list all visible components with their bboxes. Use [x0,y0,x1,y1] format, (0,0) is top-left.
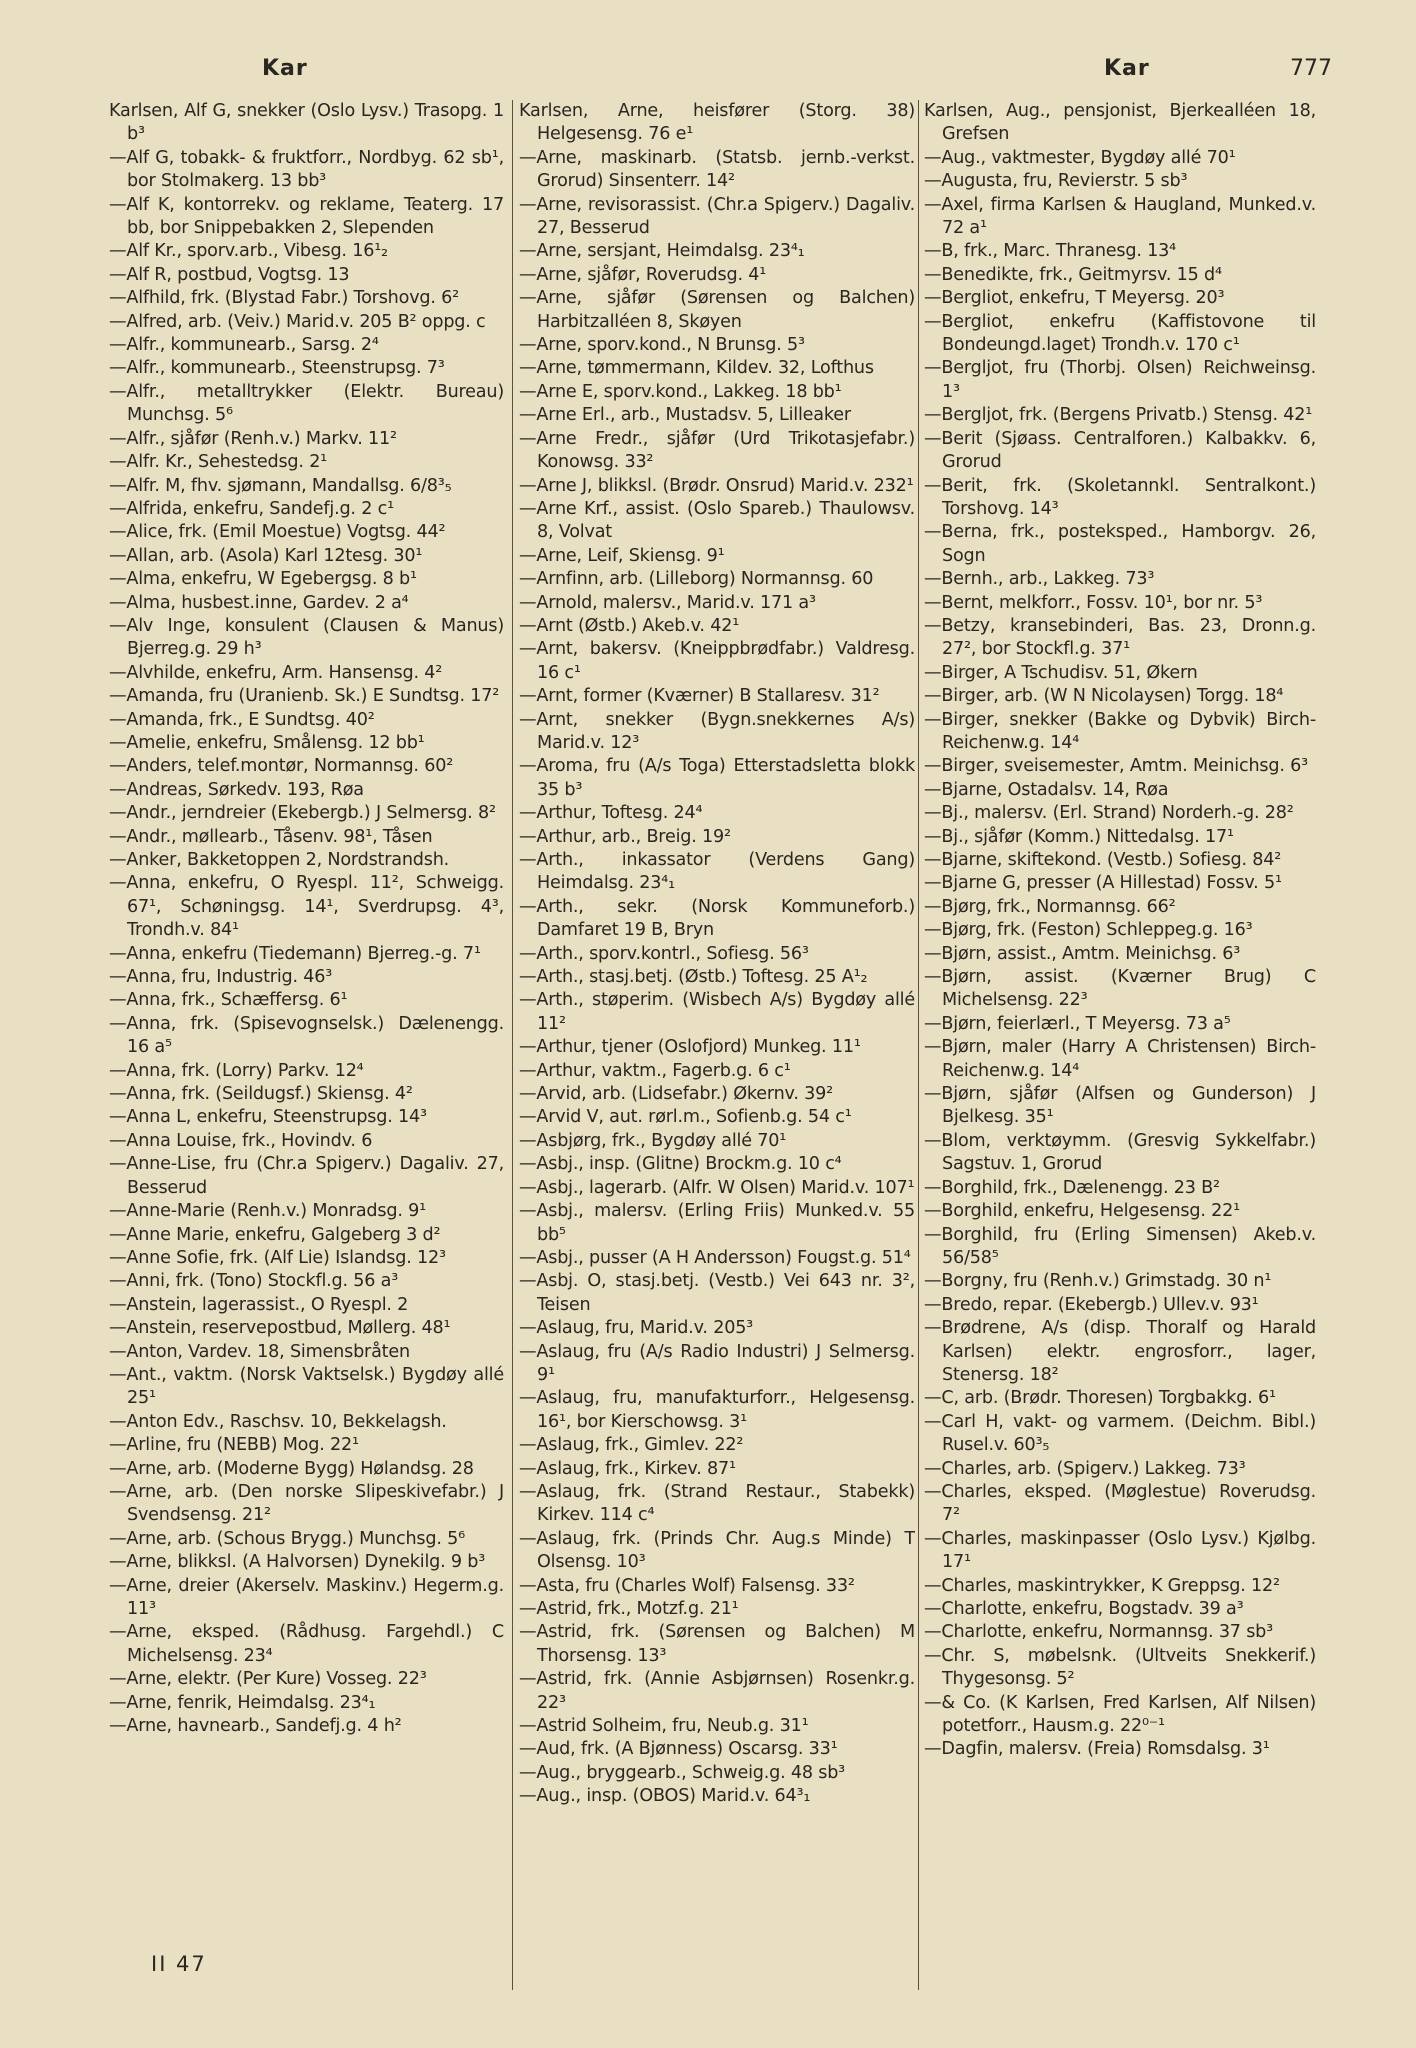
directory-entry: —Bjarne, skiftekond. (Vestb.) Sofiesg. 84² [924,850,1282,870]
directory-entry: —Birger, A Tschudisv. 51, Økern [924,662,1198,683]
directory-entry: —Arvid V, aut. rørl.m., Sofienb.g. 54 c¹ [519,1107,852,1128]
directory-entry: —Chr. S, møbelsnk. (Ultveits Snekkerif.) Thygesonsg. 5² [924,1645,1316,1690]
directory-entry: —Arne, dreier (Akerselv. Maskinv.) Hegerm.g. 11³ [109,1575,504,1619]
directory-entry: —Charles, maskinpasser (Oslo Lysv.) Kjølbg. 17¹ [924,1528,1316,1573]
directory-entry: —Berit (Sjøass. Centralforen.) Kalbakkv. 6, Grorud [924,428,1316,473]
directory-entry: —Anna, frk. (Lorry) Parkv. 12⁴ [109,1060,364,1081]
directory-entry: —Charles, arb. (Spigerv.) Lakkeg. 73³ [924,1458,1246,1479]
directory-entry: —Astrid, frk., Motzf.g. 21¹ [519,1599,739,1619]
directory-entry: —Arthur, vaktm., Fagerb.g. 6 c¹ [519,1060,791,1081]
directory-entry: —Arth., sekr. (Norsk Kommuneforb.) Damfaret 19 B, Bryn [519,896,915,941]
directory-entry: —Benedikte, frk., Geitmyrsv. 15 d⁴ [924,264,1222,285]
directory-entry: —Dagfin, malersv. (Freia) Romsdalsg. 3¹ [924,1739,1270,1760]
directory-entry: —Aslaug, frk., Gimlev. 22² [519,1435,744,1456]
directory-entry: —Asbj. O, stasj.betj. (Vestb.) Vei 643 nr. 3², Teisen [519,1271,915,1315]
directory-entry: —Arthur, Toftesg. 24⁴ [519,803,703,824]
directory-entry: —Alf Kr., sporv.arb., Vibesg. 16¹₂ [109,241,388,262]
directory-entry: —Alfhild, frk. (Blystad Fabr.) Torshovg. 6² [109,288,459,309]
directory-entry: —C, arb. (Brødr. Thoresen) Torgbakkg. 6¹ [924,1388,1276,1409]
column-divider [512,100,513,1990]
directory-entry: —Alf K, kontorrekv. og reklame, Teaterg. 17 bb, bor Snippebakken 2, Slependen [109,194,504,239]
directory-entry: —Alfr., sjåfør (Renh.v.) Markv. 11² [109,428,397,449]
directory-entry: —Anna, fru, Industrig. 46³ [109,967,333,988]
directory-entry: —Arne, sporv.kond., N Brunsg. 5³ [519,335,805,356]
directory-entry: —Arnt, snekker (Bygn.snekkernes A/s) Marid.v. 12³ [519,709,915,753]
page-number: 777 [1290,56,1332,81]
directory-entry: —Alv Inge, konsulent (Clausen & Manus) Bjerreg.g. 29 h³ [109,615,504,660]
directory-entry: —Aslaug, frk. (Prinds Chr. Aug.s Minde) T Olsensg. 10³ [519,1528,915,1573]
directory-entry: —Charlotte, enkefru, Normannsg. 37 sb³ [924,1622,1273,1643]
directory-entry: —Arne, revisorassist. (Chr.a Spigerv.) Dagaliv. 27, Besserud [519,194,915,239]
directory-entry: —Anne-Marie (Renh.v.) Monradsg. 9¹ [109,1201,426,1222]
column-2 [519,100,915,2005]
directory-entry: —Arne, arb. (Schous Brygg.) Munchsg. 5⁶ [109,1528,465,1549]
directory-entry: —Aug., vaktmester, Bygdøy allé 70¹ [924,147,1236,168]
directory-entry: —Bergliot, enkefru, T Meyersg. 20³ [924,288,1225,309]
directory-entry: —Arne, tømmermann, Kildev. 32, Lofthus [519,358,874,379]
directory-entry: —Alfr. Kr., Sehestedsg. 2¹ [109,452,328,473]
directory-entry: —Anna, frk. (Seildugsf.) Skiensg. 4² [109,1084,413,1105]
directory-entry: —Alf R, postbud, Vogtsg. 13 [109,264,350,285]
directory-entry: —Bergljot, frk. (Bergens Privatb.) Stensg. 42¹ [924,405,1313,426]
directory-entry: —Asta, fru (Charles Wolf) Falsensg. 33² [519,1575,855,1596]
directory-entry: —Blom, verktøymm. (Gresvig Sykkelfabr.) Sagstuv. 1, Grorud [924,1130,1316,1175]
directory-entry: —Arne J, blikksl. (Brødr. Onsrud) Marid.v. 232¹ [519,475,914,496]
signature-mark: II 47 [151,1952,207,1976]
directory-entry: —Arne, sersjant, Heimdalsg. 23⁴₁ [519,241,805,262]
directory-entry: —Aslaug, fru (A/s Radio Industri) J Selmersg. 9¹ [519,1341,915,1385]
directory-entry: —Bergliot, enkefru (Kaffistovone til Bondeungd.laget) Trondh.v. 170 c¹ [924,311,1316,356]
directory-entry: —Arne E, sporv.kond., Lakkeg. 18 bb¹ [519,381,842,402]
directory-entry: —Aroma, fru (A/s Toga) Etterstadsletta blokk 35 b³ [519,756,915,800]
directory-entry: —Asbj., lagerarb. (Alfr. W Olsen) Marid.v. 107¹ [519,1177,915,1198]
directory-entry: —Aug., insp. (OBOS) Marid.v. 64³₁ [519,1786,811,1807]
directory-entry: —Bj., malersv. (Erl. Strand) Norderh.-g. 28² [924,803,1294,824]
directory-entry: —Anton Edv., Raschsv. 10, Bekkelagsh. [109,1411,447,1432]
directory-entry: —Alma, husbest.inne, Gardev. 2 a⁴ [109,592,409,613]
directory-entry: —Astrid Solheim, fru, Neub.g. 31¹ [519,1716,809,1737]
directory-entry: —Aslaug, frk. (Strand Restaur., Stabekk) Kirkev. 114 c⁴ [519,1481,915,1526]
directory-entry: —Brødrene, A/s (disp. Thoralf og Harald Karlsen) elektr. engrosforr., lager, Stenersg. 18² [924,1318,1316,1385]
directory-entry: —Arline, fru (NEBB) Mog. 22¹ [109,1435,359,1456]
directory-entry: —Arne Erl., arb., Mustadsv. 5, Lilleaker [519,405,851,426]
directory-entry: —Bredo, repar. (Ekebergb.) Ullev.v. 93¹ [924,1294,1259,1315]
directory-entry: —Arne, blikksl. (A Halvorsen) Dynekilg. 9 b³ [109,1552,486,1573]
directory-entry: —Charles, maskintrykker, K Greppsg. 12² [924,1575,1280,1596]
directory-entry: —Anstein, reservepostbud, Møllerg. 48¹ [109,1318,451,1339]
directory-entry: —Borghild, frk., Dælenengg. 23 B² [924,1177,1220,1198]
directory-entry: —Bergljot, fru (Thorbj. Olsen) Reichweinsg. 1³ [924,358,1316,402]
directory-entry: —Birger, snekker (Bakke og Dybvik) Birch-Reichenw.g. 14⁴ [924,709,1316,753]
directory-entry: —Asbj., insp. (Glitne) Brockm.g. 10 c⁴ [519,1154,842,1175]
directory-entry: —Bjørn, feierlærl., T Meyersg. 73 a⁵ [924,1013,1231,1034]
directory-entry: —Aslaug, frk., Kirkev. 87¹ [519,1458,736,1479]
directory-entry: —Anni, frk. (Tono) Stockfl.g. 56 a³ [109,1271,399,1292]
directory-entry: —Arth., stasj.betj. (Østb.) Toftesg. 25 A¹₂ [519,967,868,988]
column-3 [924,100,1316,2005]
directory-entry: —Arne, havnearb., Sandefj.g. 4 h² [109,1716,402,1737]
directory-entry: —Alfr. M, fhv. sjømann, Mandallsg. 6/8³₅ [109,475,452,496]
directory-entry: —Anne Sofie, frk. (Alf Lie) Islandsg. 12³ [109,1247,446,1268]
directory-entry: —Amelie, enkefru, Smålensg. 12 bb¹ [109,732,425,753]
directory-entry: —Aslaug, fru, manufakturforr., Helgesensg. 16¹, bor Kierschowsg. 3¹ [519,1388,915,1432]
directory-entry: —Bernh., arb., Lakkeg. 73³ [924,569,1155,590]
directory-entry: —Alvhilde, enkefru, Arm. Hansensg. 4² [109,662,443,683]
directory-entry: —Arnt, former (Kværner) B Stallaresv. 31² [519,686,880,707]
directory-entry: —Arne, arb. (Moderne Bygg) Hølandsg. 28 [109,1458,474,1479]
directory-entry: —Amanda, frk., E Sundtsg. 40² [109,709,375,730]
directory-entry: —Aug., bryggearb., Schweig.g. 48 sb³ [519,1762,846,1783]
directory-entry: —Borgny, fru (Renh.v.) Grimstadg. 30 n¹ [924,1271,1272,1292]
column-divider [918,100,919,1990]
directory-entry: —Bjørg, frk. (Feston) Schleppeg.g. 16³ [924,920,1253,941]
directory-entry: —Berna, frk., posteksped., Hamborgv. 26, Sogn [924,522,1316,566]
directory-entry: —Aud, frk. (A Bjønness) Oscarsg. 33¹ [519,1739,838,1760]
directory-entry: —Borghild, fru (Erling Simensen) Akeb.v. 56/58⁵ [924,1224,1316,1268]
directory-entry: —Bjørn, maler (Harry A Christensen) Birch-Reichenw.g. 14⁴ [924,1037,1316,1081]
directory-entry: —Aslaug, fru, Marid.v. 205³ [519,1318,754,1339]
directory-entry: —Anna, enkefru (Tiedemann) Bjerreg.-g. 7¹ [109,943,481,964]
directory-entry: —Anders, telef.montør, Normannsg. 60² [109,756,454,777]
directory-entry: —Asbjørg, frk., Bygdøy allé 70¹ [519,1130,787,1151]
running-head-right: Kar [1104,56,1150,81]
directory-entry: —Alfr., metalltrykker (Elektr. Bureau) Munchsg. 5⁶ [109,381,504,426]
directory-entry: —Anne Marie, enkefru, Galgeberg 3 d² [109,1224,441,1245]
directory-entry: —Charles, eksped. (Møglestue) Roverudsg. 7² [924,1481,1316,1526]
directory-entry: —Andr., jerndreier (Ekebergb.) J Selmersg. 8² [109,803,496,824]
directory-entry: —Carl H, vakt- og varmem. (Deichm. Bibl.) Rusel.v. 60³₅ [924,1411,1316,1456]
directory-entry: —Arnfinn, arb. (Lilleborg) Normannsg. 60 [519,569,874,590]
directory-entry: —Asbj., malersv. (Erling Friis) Munked.v. 55 bb⁵ [519,1201,915,1245]
directory-entry: —Anna, frk., Schæffersg. 6¹ [109,990,348,1011]
directory-entry: —Anker, Bakketoppen 2, Nordstrandsh. [109,850,450,870]
directory-entry: —Alfrida, enkefru, Sandefj.g. 2 c¹ [109,498,394,519]
directory-entry: —Amanda, fru (Uranienb. Sk.) E Sundtsg. 17² [109,686,500,707]
directory-entry: —Alice, frk. (Emil Moestue) Vogtsg. 44² [109,522,446,543]
directory-entry: —& Co. (K Karlsen, Fred Karlsen, Alf Nilsen) potetforr., Hausm.g. 22⁰⁻¹ [924,1692,1316,1737]
directory-entry: —Betzy, kransebinderi, Bas. 23, Dronn.g. 27², bor Stockfl.g. 37¹ [924,615,1316,660]
directory-entry: —Arne, sjåfør (Sørensen og Balchen) Harbitzalléen 8, Skøyen [519,288,915,332]
directory-entry: —Arnt, bakersv. (Kneippbrødfabr.) Valdresg. 16 c¹ [519,639,915,683]
directory-entry: —Arne, elektr. (Per Kure) Vosseg. 22³ [109,1669,427,1690]
directory-entry: —Bernt, melkforr., Fossv. 10¹, bor nr. 5³ [924,592,1263,613]
directory-entry: —Arth., inkassator (Verdens Gang) Heimdalsg. 23⁴₁ [519,850,915,894]
directory-entry: —Ant., vaktm. (Norsk Vaktselsk.) Bygdøy allé 25¹ [109,1364,504,1409]
directory-entry: —Arth., sporv.kontrl., Sofiesg. 56³ [519,943,809,964]
running-head-left: Kar [262,56,308,81]
directory-entry: —Arne, fenrik, Heimdalsg. 23⁴₁ [109,1692,376,1713]
directory-entry: —Axel, firma Karlsen & Haugland, Munked.v. 72 a¹ [924,194,1316,239]
directory-entry: —Arne Fredr., sjåfør (Urd Trikotasjefabr.) Konowsg. 33² [519,428,915,473]
directory-entry: —Arth., støperim. (Wisbech A/s) Bygdøy allé 11² [519,990,915,1034]
directory-entry: —Arnold, malersv., Marid.v. 171 a³ [519,592,816,613]
directory-entry: —Anne-Lise, fru (Chr.a Spigerv.) Dagaliv. 27, Besserud [109,1154,504,1198]
directory-entry: —Bjarne G, presser (A Hillestad) Fossv. 5¹ [924,873,1282,894]
directory-entry: —Arthur, tjener (Oslofjord) Munkeg. 11¹ [519,1037,861,1058]
directory-entry: —Arne, sjåfør, Roverudsg. 4¹ [519,264,767,285]
directory-entry: —Anna L, enkefru, Steenstrupsg. 14³ [109,1107,427,1128]
directory-entry: —Borghild, enkefru, Helgesensg. 22¹ [924,1201,1240,1222]
directory-entry: —Arne, Leif, Skiensg. 9¹ [519,545,725,566]
directory-entry: Karlsen, Alf G, snekker (Oslo Lysv.) Trasopg. 1 b³ [109,101,504,145]
directory-entry: —Birger, sveisemester, Amtm. Meinichsg. 6³ [924,756,1308,777]
directory-entry: —Alf G, tobakk- & fruktforr., Nordbyg. 62 sb¹, bor Stolmakerg. 13 bb³ [109,147,504,192]
directory-entry: —Alma, enkefru, W Egebergsg. 8 b¹ [109,569,417,590]
directory-entry: —Bj., sjåfør (Komm.) Nittedalsg. 17¹ [924,826,1234,847]
directory-entry: —Birger, arb. (W N Nicolaysen) Torgg. 18⁴ [924,686,1284,707]
directory-entry: —Astrid, frk. (Annie Asbjørnsen) Rosenkr.g. 22³ [519,1669,915,1713]
directory-entry: —Alfr., kommunearb., Steenstrupsg. 7³ [109,358,445,379]
directory-entry: —Alfred, arb. (Veiv.) Marid.v. 205 B² oppg. c [109,311,486,332]
directory-entry: —Asbj., pusser (A H Andersson) Fougst.g. 51⁴ [519,1247,911,1268]
directory-entry: —Arthur, arb., Breig. 19² [519,826,731,847]
directory-entry: —Augusta, fru, Revierstr. 5 sb³ [924,171,1188,192]
directory-entry: —Anna, frk. (Spisevognselsk.) Dælenengg. 16 a⁵ [109,1013,504,1058]
directory-entry: —Arnt (Østb.) Akeb.v. 42¹ [519,615,740,636]
directory-entry: —Arvid, arb. (Lidsefabr.) Økernv. 39² [519,1084,833,1105]
directory-entry: —Anna Louise, frk., Hovindv. 6 [109,1130,373,1151]
directory-entry: —Anstein, lagerassist., O Ryespl. 2 [109,1294,409,1315]
directory-entry: —Bjarne, Ostadalsv. 14, Røa [924,779,1169,800]
directory-entry: —Astrid, frk. (Sørensen og Balchen) M Thorsensg. 13³ [519,1622,915,1666]
directory-entry: —Bjørn, assist., Amtm. Meinichsg. 6³ [924,943,1241,964]
directory-entry: —Allan, arb. (Asola) Karl 12tesg. 30¹ [109,545,423,566]
directory-entry: —Arne, eksped. (Rådhusg. Fargehdl.) C Michelsensg. 23⁴ [109,1622,504,1666]
directory-entry: —Arne, arb. (Den norske Slipeskivefabr.) J Svendsensg. 21² [109,1481,504,1526]
directory-entry: —Anton, Vardev. 18, Simensbråten [109,1341,410,1362]
directory-entry: —Bjørn, sjåfør (Alfsen og Gunderson) J Bjelkesg. 35¹ [924,1084,1316,1128]
column-1 [109,100,504,2005]
directory-entry: —Berit, frk. (Skoletannkl. Sentralkont.) Torshovg. 14³ [924,475,1316,519]
directory-entry: —Bjørn, assist. (Kværner Brug) C Michelsensg. 22³ [924,967,1316,1011]
directory-entry: —Arne, maskinarb. (Statsb. jernb.-verkst. Grorud) Sinsenterr. 14² [519,147,915,192]
directory-entry: Karlsen, Aug., pensjonist, Bjerkealléen 18, Grefsen [924,101,1316,145]
directory-entry: —Anna, enkefru, O Ryespl. 11², Schweigg. 67¹, Schøningsg. 14¹, Sverdrupsg. 4³, Trondh.v. 84¹ [109,873,504,941]
directory-entry: Karlsen, Arne, heisfører (Storg. 38) Helgesensg. 76 e¹ [519,101,915,145]
directory-entry: —Arne Krf., assist. (Oslo Spareb.) Thaulowsv. 8, Volvat [519,498,915,543]
directory-entry: —Andreas, Sørkedv. 193, Røa [109,779,364,800]
directory-entry: —Alfr., kommunearb., Sarsg. 2⁴ [109,335,379,356]
directory-entry: —Charlotte, enkefru, Bogstadv. 39 a³ [924,1599,1244,1619]
directory-entry: —Andr., møllearb., Tåsenv. 98¹, Tåsen [109,826,433,847]
directory-entry: —B, frk., Marc. Thranesg. 13⁴ [924,241,1176,262]
directory-entry: —Bjørg, frk., Normannsg. 66² [924,896,1176,917]
